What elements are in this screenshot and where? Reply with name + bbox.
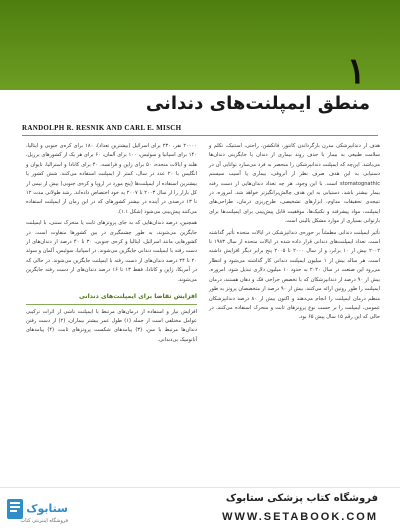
footer-website-link[interactable]: WWW.SETABOOK.COM (222, 511, 378, 523)
paragraph: ۲۰۰۰۰ نفر، ۲۳۰ برای اسرائیل (بیشترین تعداد)، ۱۸۰ برای کره‌ی جنوبی و ایتالیا، ۱۴۰ برای اسپانیا و سوئیس، ۱۰۰ برای آلمان، ۶۰ برای هر یک از کشورهای برزیل، هلند و ایالات متحده، ۵۰ برای ژاپن و فرانسه، ۴۰ برای کانادا و استرالیا، تایوان و انگلیس با ۲۰ عدد در سال، کمتر از ایمپلنت استفاده می‌کنند. شش کشور با بیشترین استفاده از ایمپلنت‌ها (پنج مورد در اروپا و کره‌ی جنوبی) بیش از نیمی از کل بازار را از سال ۲۰۰۳ تا ۲۰۰۷ به خود اختصاص داده‌اند. رشد طولانی مدت ۱۲ تا ۱۳ درصدی در آینده در بیشتر کشورهای که در این زمان از ایمپلنت استفاده می‌کنند پیش‌بینی می‌شود (شکل ۱.۱). (26, 143, 198, 215)
chapter-authors: RANDOLPH R. RESNIK AND CARL E. MISCH (22, 124, 378, 136)
book-logo-icon (6, 496, 70, 526)
right-column (209, 142, 380, 325)
chapter-number: ۱ (346, 50, 366, 92)
chapter-title: منطق ایمپلنت‌های دندانی (145, 93, 370, 114)
left-column (26, 142, 197, 347)
paragraph: تأثیر ایمپلنت دندانی مطمئناً بر حوزه‌ی دندانپزشکی در ایالات متحده تأثیر گذاشته است. تعداد ایمپلنت‌های دندانی قرار داده شده در ایالات متحده از سال ۱۹۸۳ تا ۲۰۰۲ بیش از ۱۰ برابر، و از سال ۲۰۰۰ تا ۲۰۰۵ پنج برابر دیگر افزایش داشته است. هر ساله بیش از ۱ میلیون ایمپلنت دندانی کار گذاشته می‌شود و انتظار می‌رود این صنعت در سال ۲۰۲۰ به حدود ۱۰ میلیون دلاری تبدیل شود. امروزه، بیش از ۹۰ درصد از دندانپزشکان که با تخصص جراحی فک و دهان هستند، درمان ایمپلنت را طور روتین ارائه می‌کنند. بیش از ۹۰ درصد از متخصصان پروتز به طور منظم درمان ایمپلنت را انجام می‌دهند و اکنون بیش از ۸۰ درصد دندانپزشکان عمومی، ایمپلنت را بر حسب نوع پروتزهای ثابت و متحرک استفاده می‌کنند، در حالی که این رقم ۱۵ سال پیش ۶۵ بود. (209, 229, 381, 321)
paragraph: همچنین، درصد دندان‌هایی که به جای پروتزهای ثابت یا متحرک سنتی، با ایمپلنت جایگزین می‌شوند، به طور چشمگیری در بین کشورها متفاوت است. در کشورهایی مانند اسرائیل، ایتالیا و کره‌ی جنوبی، ۳۰ تا ۴۰ درصد از دندان‌های از دست رفته با ایمپلنت دندانی جایگزین می‌شوند. در اسپانیا، سوئیس، آلمان و سوئد ۲۰ تا ۲۴ درصد دندان‌های از دست رفته با ایمپلنت جایگزین می‌شوند. در حالی که در آمریکا، ژاپن و کانادا، فقط ۱۳ تا ۱۶ درصد دندان‌های از دست رفته جایگزین می‌شوند. (26, 220, 198, 283)
footer-store-title: فروشگاه کتاب پزشکی ستابوک (225, 493, 378, 504)
footer-banner (0, 487, 400, 531)
paragraph: افزایش نیاز و استفاده از درمان‌های مرتبط با ایمپلنت ناشی از اثرات ترکیبی عوامل مختلفی است از جمله (۱) طول عمر بیشتر بیماران، (۲) از دست رفتن دندان‌ها مرتبط با سن، (۳) پیامدهای شکست پروتزهای ثابت، (۴) پیامدهای آناتومیک بی‌دندانی. (26, 308, 198, 343)
paragraph: هدف از دندانپزشکی مدرن بازگرداندن کانتور، فانکشن، راحتی، استتیک، تکلم و سلامت طبیعی به بیمار با حذف روند بیماری از دندان یا جایگزینی دندان‌ها می‌باشد. این‌چه که ایمپلنت دندانپزشکی را منحصر به فرد می‌سازد توانایی آن در دستیابی به این هدف صرف نظر از آتروفی، بیماری یا آسیب سیستم stomatognathic است. با این وجود، هر چه تعداد دندان‌هایی از دست رفته بیمار بیشتر باشد، دستیابی به این هدف چالش‌برانگیزتر خواهد شد. امروزه، در نتیجه‌ی تحقیقات مداوم، ابزارهای تشخیصی، طرح‌ریزی درمان، طراحی‌های ایمپلنت، مواد پیشرفته و تکنیک‌ها، موفقیت قابل پیش‌بینی برای ایمپلنت‌ها برای بازتوانی بسیاری از موارد مشکل بالینی است. (209, 143, 380, 225)
logo-wordmark: ستابوک (26, 502, 68, 515)
chapter-header-band (0, 0, 400, 90)
setabook-logo[interactable] (6, 496, 70, 526)
section-heading: افزایش تقاضا برای ایمپلنت‌های دندانی (26, 290, 197, 304)
logo-tagline: فروشگاه اینترنتی کتاب (20, 518, 68, 524)
